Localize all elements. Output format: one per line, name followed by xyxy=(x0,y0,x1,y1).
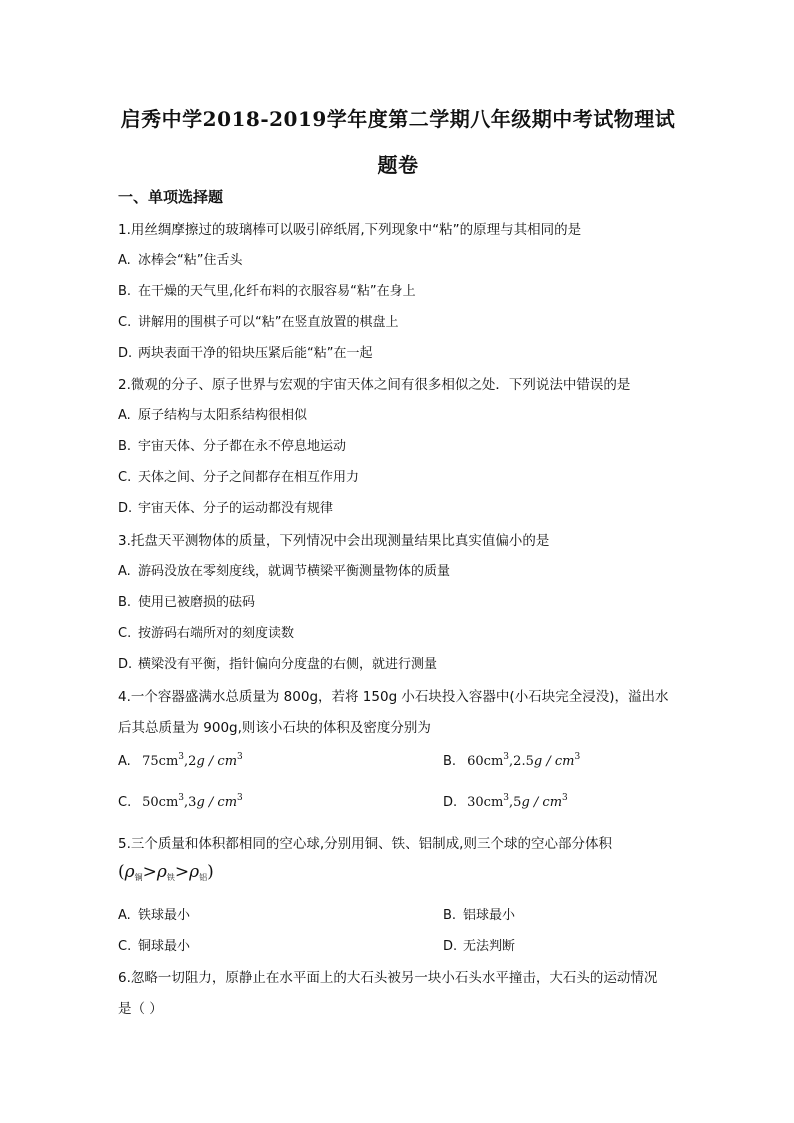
option-text: 按游码右端所对的刻度读数 xyxy=(138,626,295,641)
title-line-1: 启秀中学2018-2019学年度第二学期八年级期中考试物理试 xyxy=(120,107,676,131)
option-text: 铁球最小 xyxy=(138,908,191,923)
volume: 75cm xyxy=(142,754,179,769)
option-letter: D. xyxy=(443,939,458,954)
option-text: 使用已被磨损的砝码 xyxy=(138,595,256,610)
cube-sup: 3 xyxy=(503,793,510,803)
rho-symbol: ρ xyxy=(156,862,167,882)
option-formula: $30cm^3,5g / cm^3$ xyxy=(467,793,568,810)
q2-option-a xyxy=(118,404,307,423)
q4-option-c xyxy=(118,793,243,810)
volume: 30cm xyxy=(467,795,504,810)
question-2-stem: 2.微观的分子、原子世界与宏观的宇宙天体之间有很多相似之处．下列说法中错误的是 xyxy=(118,377,631,393)
cube-sup: 3 xyxy=(574,752,581,762)
q4-option-a xyxy=(118,752,243,769)
cube-sup: 3 xyxy=(562,793,568,803)
q5-option-a xyxy=(118,904,190,923)
q5-option-d xyxy=(443,935,515,954)
density: 5 xyxy=(513,795,522,810)
q3-option-b xyxy=(118,591,255,610)
page-title xyxy=(118,96,678,188)
rho-symbol: ρ xyxy=(189,862,200,882)
option-letter: A. xyxy=(118,754,131,769)
q2-option-d xyxy=(118,497,333,516)
option-text: 两块表面干净的铅块压紧后能“粘”在一起 xyxy=(138,346,373,361)
question-6-stem-line-1: 6.忽略一切阻力，原静止在水平面上的大石头被另一块小石头水平撞击，大石头的运动情况 xyxy=(118,970,658,986)
option-letter: D. xyxy=(118,657,133,672)
question-5-stem: 5.三个质量和体积都相同的空心球,分别用铜、铁、铝制成,则三个球的空心部分体积 xyxy=(118,836,612,852)
option-letter: D. xyxy=(443,795,458,810)
option-letter: C. xyxy=(118,470,132,485)
cube-sup: 3 xyxy=(237,752,243,762)
option-text: 铜球最小 xyxy=(138,939,191,954)
question-4-stem-line-2: 后其总质量为 900g,则该小石块的体积及密度分别为 xyxy=(118,720,431,736)
option-letter: D. xyxy=(118,501,133,516)
rho-sub-copper: 铜 xyxy=(134,873,143,882)
option-text: 横梁没有平衡，指针偏向分度盘的右侧，就进行测量 xyxy=(138,657,438,672)
q3-option-a xyxy=(118,560,450,579)
unit: g / cm xyxy=(521,795,563,810)
q2-option-b xyxy=(118,435,346,454)
question-4-stem-line-1: 4.一个容器盛满水总质量为 800g，若将 150g 小石块投入容器中(小石块完全浸没)，溢出水 xyxy=(118,689,669,705)
option-letter: C. xyxy=(118,315,132,330)
q5-option-c xyxy=(118,935,190,954)
volume: 50cm xyxy=(142,795,179,810)
density: 3 xyxy=(188,795,197,810)
option-text: 宇宙天体、分子都在永不停息地运动 xyxy=(138,439,347,454)
option-letter: A. xyxy=(118,908,131,923)
volume: 60cm xyxy=(467,754,504,769)
option-formula: $75cm^3,2g / cm^3$ xyxy=(142,752,243,769)
option-letter: A. xyxy=(118,564,131,579)
q4-option-b xyxy=(443,752,580,769)
close-paren: ) xyxy=(207,862,214,882)
question-3-stem: 3.托盘天平测物体的质量，下列情况中会出现测量结果比真实值偏小的是 xyxy=(118,533,550,549)
cube-sup: 3 xyxy=(503,752,510,762)
cube-sup: 3 xyxy=(178,793,185,803)
density-comparison xyxy=(118,862,214,883)
unit: g / cm xyxy=(196,795,238,810)
option-text: 在干燥的天气里,化纤布料的衣服容易“粘”在身上 xyxy=(138,284,416,299)
unit: g / cm xyxy=(196,754,238,769)
q5-option-b xyxy=(443,904,515,923)
question-1-stem: 1.用丝绸摩擦过的玻璃棒可以吸引碎纸屑,下列现象中“粘”的原理与其相同的是 xyxy=(118,222,582,238)
rho-sub-iron: 铁 xyxy=(166,873,175,882)
option-letter: C. xyxy=(118,626,132,641)
q1-option-b xyxy=(118,280,416,299)
q2-option-c xyxy=(118,466,359,485)
q1-option-c xyxy=(118,311,398,330)
option-letter: B. xyxy=(118,439,132,454)
cube-sup: 3 xyxy=(237,793,243,803)
rho-sub-aluminum: 铝 xyxy=(199,873,208,882)
q1-option-d xyxy=(118,342,372,361)
title-line-2: 题卷 xyxy=(377,153,419,177)
greater-than: > xyxy=(174,862,190,882)
option-text: 游码没放在零刻度线，就调节横梁平衡测量物体的质量 xyxy=(138,564,451,579)
question-6-stem-line-2: 是（ ） xyxy=(118,1001,163,1017)
option-letter: B. xyxy=(118,284,132,299)
option-letter: A. xyxy=(118,253,131,268)
option-letter: B. xyxy=(443,908,457,923)
section-heading: 一、单项选择题 xyxy=(118,188,224,206)
q3-option-c xyxy=(118,622,294,641)
option-text: 宇宙天体、分子的运动都没有规律 xyxy=(138,501,334,516)
option-letter: C. xyxy=(118,795,132,810)
option-letter: D. xyxy=(118,346,133,361)
q4-option-d xyxy=(443,793,568,810)
option-text: 原子结构与太阳系结构很相似 xyxy=(138,408,308,423)
q3-option-d xyxy=(118,653,437,672)
rho-symbol: ρ xyxy=(124,862,135,882)
option-text: 铝球最小 xyxy=(463,908,516,923)
q1-option-a xyxy=(118,249,242,268)
option-letter: A. xyxy=(118,408,131,423)
option-text: 讲解用的围棋子可以“粘”在竖直放置的棋盘上 xyxy=(138,315,399,330)
option-text: 天体之间、分子之间都存在相互作用力 xyxy=(138,470,360,485)
option-text: 冰棒会“粘”住舌头 xyxy=(138,253,243,268)
option-text: 无法判断 xyxy=(463,939,516,954)
open-paren: ( xyxy=(118,862,125,882)
density: 2.5 xyxy=(513,754,534,769)
cube-sup: 3 xyxy=(178,752,185,762)
option-formula: $60cm^3,2.5g / cm^3$ xyxy=(467,752,581,769)
greater-than: > xyxy=(142,862,157,882)
option-formula: $50cm^3,3g / cm^3$ xyxy=(142,793,243,810)
option-letter: C. xyxy=(118,939,132,954)
unit: g / cm xyxy=(533,754,575,769)
option-letter: B. xyxy=(118,595,132,610)
option-letter: B. xyxy=(443,754,457,769)
density: 2 xyxy=(188,754,197,769)
